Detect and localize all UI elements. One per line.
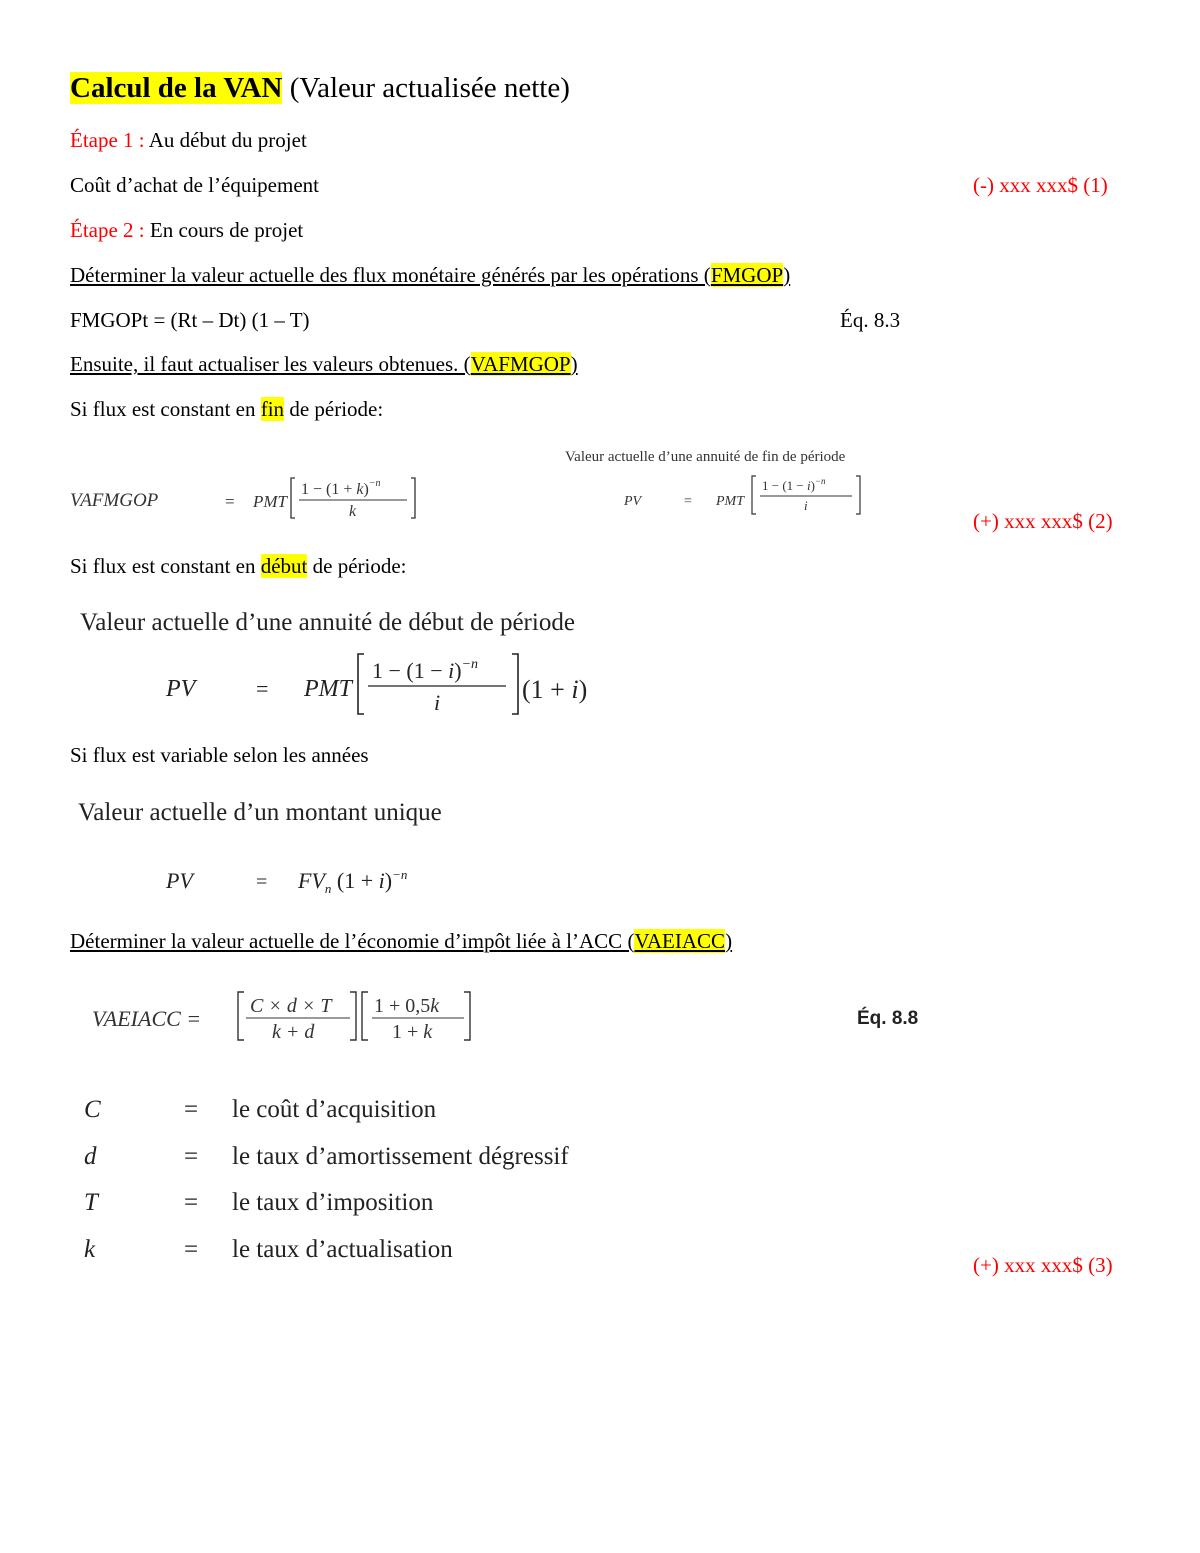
svg-text:=: = xyxy=(225,492,235,511)
vaeiacc-heading-pre: Déterminer la valeur actuelle de l’économie d’impôt liée à l’ACC ( xyxy=(70,929,635,953)
pv-begin-formula xyxy=(160,646,620,722)
svg-text:PV: PV xyxy=(624,494,642,509)
constant-begin-line xyxy=(70,554,407,579)
constant-end-pre: Si flux est constant en xyxy=(70,397,261,421)
vaeiacc-heading-post: ) xyxy=(725,929,733,953)
legend-desc: le taux d’imposition xyxy=(232,1189,434,1216)
step2-label: Étape 2 : xyxy=(70,218,145,242)
unique-amount-caption: Valeur actuelle d’un montant unique xyxy=(78,799,442,826)
svg-text:1 + k: 1 + k xyxy=(392,1021,433,1043)
vaeiacc-formula xyxy=(232,986,482,1050)
svg-text:1 − (1 − i)−n: $1 - (1 - i)^{-n}$ xyxy=(372,657,479,683)
purchase-line xyxy=(70,173,319,198)
svg-text:=: = xyxy=(256,676,269,701)
fmgop-eq-ref: Éq. 8.3 xyxy=(840,308,901,332)
svg-text:C × d × T: C × d × T xyxy=(250,995,332,1017)
step1-line xyxy=(70,128,307,153)
svg-text:1 + 0,5k: 1 + 0,5k xyxy=(374,995,440,1017)
vafmgop-formula-label: VAFMGOP xyxy=(70,490,159,511)
legend-row xyxy=(84,1236,453,1264)
svg-text:=: = xyxy=(684,494,692,509)
legend-symbol: C xyxy=(84,1096,101,1123)
legend-symbol: T xyxy=(84,1189,98,1216)
svg-text:i: i xyxy=(434,690,441,715)
vaeiacc-amount: (+) xxx xxx$ (3) xyxy=(973,1253,1113,1277)
svg-text:1 − (1 + k)−n: $1 - (1 + k)^{-n}$ xyxy=(301,478,381,498)
step2-text: En cours de projet xyxy=(144,218,304,242)
legend-desc: le taux d’actualisation xyxy=(232,1236,453,1263)
step1-text: Au début du projet xyxy=(144,128,307,152)
step1-label: Étape 1 : xyxy=(70,128,145,152)
constant-end-line xyxy=(70,397,383,422)
svg-text:i: i xyxy=(804,498,808,513)
purchase-text: Coût d’achat de l’équipement xyxy=(70,173,319,197)
svg-text:=: = xyxy=(256,871,268,893)
constant-begin-post: de période: xyxy=(307,554,407,578)
svg-text:PV: PV xyxy=(166,676,196,702)
vafmgop-heading-post: ) xyxy=(570,352,578,376)
svg-text:PV: PV xyxy=(166,868,193,893)
fmgop-heading-post: ) xyxy=(783,263,791,287)
title-rest: (Valeur actualisée nette) xyxy=(282,72,570,104)
annuity-begin-caption: Valeur actuelle d’une annuité de début de période xyxy=(80,609,575,636)
legend-row xyxy=(84,1189,433,1217)
pv-end-formula xyxy=(620,470,870,520)
legend-eq: = xyxy=(184,1096,199,1123)
vaeiacc-heading-hl: VAEIACC xyxy=(634,929,726,953)
legend-desc: le coût d’acquisition xyxy=(232,1096,437,1123)
legend-eq: = xyxy=(184,1143,199,1170)
constant-end-post: de période: xyxy=(284,397,384,421)
pv-unique-formula xyxy=(160,856,480,902)
legend-eq: = xyxy=(184,1189,199,1216)
legend-row xyxy=(84,1143,569,1171)
svg-text:k + d: k + d xyxy=(272,1021,315,1043)
annuity-end-caption: Valeur actuelle d’une annuité de fin de période xyxy=(565,449,846,465)
legend-desc: le taux d’amortissement dégressif xyxy=(232,1143,569,1170)
vafmgop-heading xyxy=(70,352,578,377)
svg-text:(1 + i): (1 + i) xyxy=(522,675,588,704)
fmgop-heading-pre: Déterminer la valeur actuelle des flux monétaire générés par les opérations ( xyxy=(70,263,711,287)
svg-text:PMT: PMT xyxy=(253,492,287,511)
legend-symbol: d xyxy=(84,1143,97,1170)
vaeiacc-formula-label: VAEIACC = xyxy=(92,1006,202,1031)
title-bold: Calcul de la VAN xyxy=(70,72,283,104)
vaeiacc-eq-ref: Éq. 8.8 xyxy=(857,1008,919,1029)
vafmgop-formula xyxy=(215,470,435,526)
svg-text:1 − (1 − i)−n: $1 - (1 - i)^{-n}$ xyxy=(762,476,826,493)
vafmgop-amount: (+) xxx xxx$ (2) xyxy=(973,509,1113,533)
page-title xyxy=(70,72,570,105)
step2-line xyxy=(70,218,303,243)
constant-begin-pre: Si flux est constant en xyxy=(70,554,261,578)
legend-row xyxy=(84,1096,436,1124)
svg-text:k: k xyxy=(349,503,357,520)
constant-end-hl: fin xyxy=(260,397,285,421)
constant-begin-hl: début xyxy=(260,554,308,578)
vaeiacc-heading xyxy=(70,929,732,954)
svg-text:PMT: PMT xyxy=(716,494,744,509)
legend-eq: = xyxy=(184,1236,199,1263)
svg-text:PMT: PMT xyxy=(304,676,352,702)
fmgop-equation: FMGOPt = (Rt – Dt) (1 – T) xyxy=(70,308,310,332)
fmgop-heading xyxy=(70,263,790,288)
purchase-amount: (-) xxx xxx$ (1) xyxy=(973,173,1108,197)
fmgop-heading-hl: FMGOP xyxy=(710,263,784,287)
vafmgop-heading-hl: VAFMGOP xyxy=(470,352,571,376)
legend-symbol: k xyxy=(84,1236,96,1263)
vafmgop-heading-pre: Ensuite, il faut actualiser les valeurs obtenues. ( xyxy=(70,352,471,376)
variable-line: Si flux est variable selon les années xyxy=(70,743,369,767)
svg-text:FVn (1 + i)−n: $FV_n$ $(1 + i)^{-n}$ xyxy=(298,867,408,896)
